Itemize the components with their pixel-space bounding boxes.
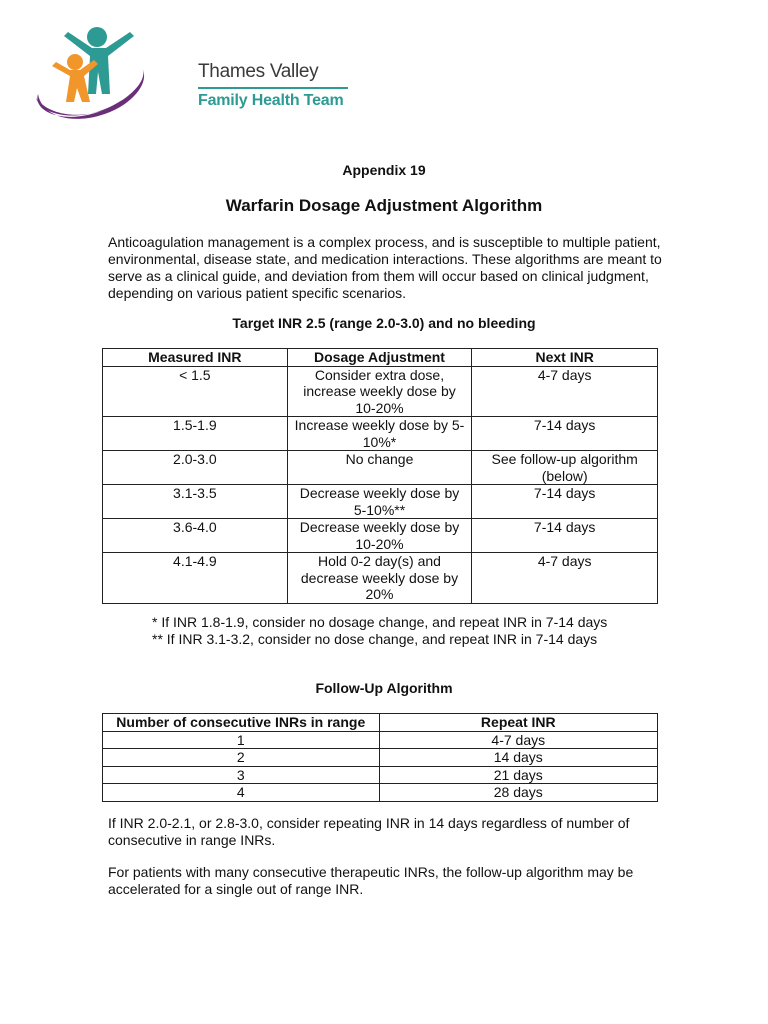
cell-consecutive-count: 4 — [103, 784, 380, 802]
cell-dosage-adjustment: Hold 0-2 day(s) and decrease weekly dose by 20% — [287, 553, 472, 604]
table-header-row — [103, 349, 658, 367]
column-header: Measured INR — [103, 349, 288, 367]
footnotes — [152, 614, 607, 648]
cell-measured-inr: 2.0-3.0 — [103, 451, 288, 485]
table-row — [103, 553, 658, 604]
footnote: ** If INR 3.1-3.2, consider no dose change, and repeat INR in 7-14 days — [152, 631, 598, 647]
table-row — [103, 519, 658, 553]
followup-table — [102, 713, 658, 802]
table-row — [103, 784, 658, 802]
table-row — [103, 417, 658, 451]
org-divider — [198, 87, 348, 89]
family-logo-icon — [30, 22, 170, 124]
footnote: * If INR 1.8-1.9, consider no dosage change, and repeat INR in 7-14 days — [152, 614, 608, 630]
cell-next-inr: 4-7 days — [472, 366, 658, 417]
inr-repeat-paragraph: If INR 2.0-2.1, or 2.8-3.0, consider repeating INR in 14 days regardless of number of consecutive in range INRs. — [108, 815, 630, 848]
cell-repeat-inr: 21 days — [379, 766, 657, 784]
cell-next-inr: See follow-up algorithm (below) — [472, 451, 658, 485]
cell-consecutive-count: 1 — [103, 731, 380, 749]
cell-measured-inr: 1.5-1.9 — [103, 417, 288, 451]
cell-next-inr: 7-14 days — [472, 519, 658, 553]
cell-measured-inr: < 1.5 — [103, 366, 288, 417]
dosage-table — [102, 348, 658, 604]
column-header: Dosage Adjustment — [287, 349, 472, 367]
target-subtitle: Target INR 2.5 (range 2.0-3.0) and no bleeding — [232, 315, 536, 331]
cell-measured-inr: 3.6-4.0 — [103, 519, 288, 553]
org-name-line1: Thames Valley — [198, 61, 319, 82]
cell-next-inr: 4-7 days — [472, 553, 658, 604]
table-row — [103, 749, 658, 767]
org-logo — [30, 22, 344, 124]
cell-repeat-inr: 4-7 days — [379, 731, 657, 749]
cell-next-inr: 7-14 days — [472, 485, 658, 519]
column-header: Repeat INR — [379, 714, 657, 732]
table-row — [103, 366, 658, 417]
page-title: Warfarin Dosage Adjustment Algorithm — [225, 196, 543, 215]
cell-dosage-adjustment: Consider extra dose, increase weekly dose by 10-20% — [287, 366, 472, 417]
cell-consecutive-count: 2 — [103, 749, 380, 767]
cell-dosage-adjustment: Decrease weekly dose by 5-10%** — [287, 485, 472, 519]
intro-paragraph: Anticoagulation management is a complex process, and is susceptible to multiple patient, environmental, disease state, and medication interactions. These algorithms are meant to serve as a clinical guide, and deviation from them will occur based on clinical judgment, depending on various patient specific scenarios. — [108, 234, 662, 301]
table-row — [103, 731, 658, 749]
column-header: Number of consecutive INRs in range — [103, 714, 380, 732]
cell-repeat-inr: 28 days — [379, 784, 657, 802]
cell-dosage-adjustment: Decrease weekly dose by 10-20% — [287, 519, 472, 553]
column-header: Next INR — [472, 349, 658, 367]
cell-measured-inr: 4.1-4.9 — [103, 553, 288, 604]
table-row — [103, 451, 658, 485]
org-name — [198, 60, 348, 111]
table-header-row — [103, 714, 658, 732]
accelerated-followup-paragraph: For patients with many consecutive therapeutic INRs, the follow-up algorithm may be accelerated for a single out of range INR. — [108, 864, 634, 897]
org-name-line2: Family Health Team — [198, 91, 344, 109]
cell-next-inr: 7-14 days — [472, 417, 658, 451]
cell-dosage-adjustment: No change — [287, 451, 472, 485]
table-row — [103, 766, 658, 784]
table-row — [103, 485, 658, 519]
cell-consecutive-count: 3 — [103, 766, 380, 784]
appendix-label: Appendix 19 — [342, 162, 426, 178]
cell-repeat-inr: 14 days — [379, 749, 657, 767]
cell-measured-inr: 3.1-3.5 — [103, 485, 288, 519]
followup-title: Follow-Up Algorithm — [315, 680, 453, 696]
cell-dosage-adjustment: Increase weekly dose by 5-10%* — [287, 417, 472, 451]
